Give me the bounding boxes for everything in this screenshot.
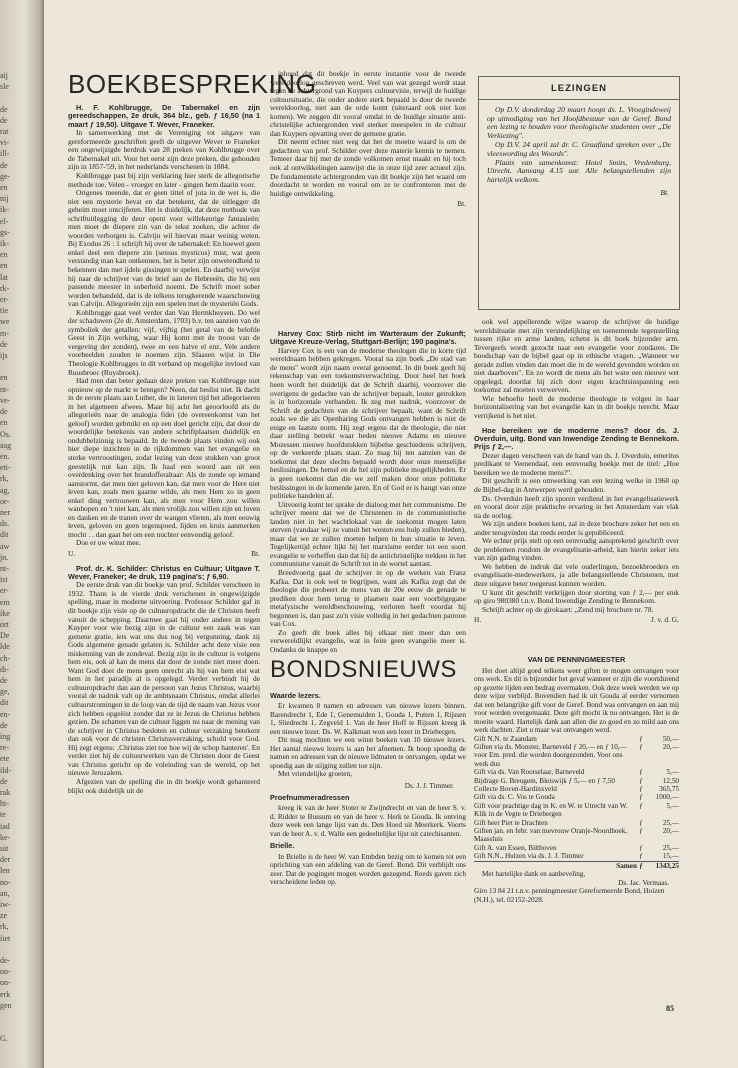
donation-amount: 5,— [666,801,679,810]
bleed-line: en [0,183,8,193]
bondsnieuws-section-heading: Brielle. [270,841,295,851]
facing-page-bleed-text [0,70,30,1044]
bondsnieuws-signature: Ds. J. J. Timmer. [404,780,454,790]
bleed-line: ze [0,911,8,921]
bleed-line [0,1011,30,1022]
donation-amount: 15,— [662,852,679,861]
donation-label: Giften via ds. Monster, Barneveld ƒ 20,— en ƒ 10,— voor Em. pred. die worden doorgezonden. Voor ons werk dus [474,742,627,768]
penningmeester-closing: Met hartelijke dank en aanbeveling, [482,870,586,878]
bleed-line: nij [0,194,9,204]
bleed-line: de [0,115,8,125]
review-4-paragraph: We zijn andere boeken kent, zal in deze brochure zeker het een en ander terugvinden dat reeds eerder is gepubliceerd. [474,519,679,537]
bleed-line: jn. [0,552,9,562]
donation-label: Gift voor prachtige dag in K. en W. te Utrecht van W. Klik in de Vegte te Driebergen [474,801,628,819]
donation-amount: 25,— [662,843,679,852]
donation-row [474,852,679,861]
penningmeester-section [474,656,679,904]
bleed-line: ete [0,754,10,764]
donation-amount: 365,75 [659,784,679,793]
penningmeester-signature: Ds. Jac. Vermaas. [618,878,669,887]
donation-row [474,844,679,852]
bleed-line: de [0,407,8,417]
donation-label: Bijdrage G. Breugem, Bleiswijk ƒ 5,— en ƒ 7,50 [474,776,615,785]
donation-row [474,735,679,743]
review-2-cont-paragraph: inhoud dat dit boekje in eerste instantie voor de tweede wereldoorlog geschreven werd. Veel van wat gezegd wordt staat tegen de achtergrond van Kuypers cultuurvisie, terwijl de huidige cultuursituatie, die onder andere sterk bepaald is door de tweede wereldoorlog, niet aan de orde komt (uiteraard ook niet kon komen). We zeggen dit vooral omdat in de huidige situatie anti-christelijke achtergronden veel sterker meespelen in de cultuur dan Kuypers opvatting over de gemene gratie. [270,69,466,138]
donation-row [474,793,679,801]
review-4-paragraph: Ds. Overduin heeft zijn sporen verdiend in het evangelisatiewerk en vooral door zijn praktische ervaring in het Amsterdam van vlak na de oorlog. [474,493,679,520]
bleed-line: ik- [0,239,9,249]
review-1-paragraph: In samenwerking met de Vereniging tot uitgave van gereformeerde geschriften geeft de uitgever Wever te Franeker een ongewijzigde herdruk van 28 preken van Kohlbrugge over de Tabernakel uit. Voor het eerst zijn deze preken, die gehouden zijn in 1857-'59, in het nederlands verschenen in 1884. [68,128,260,172]
review-1-paragraph: Kohlbrugge past bij zijn verklaring hier sterk de allegorische methode toe. Velen - vroeger en later - gingen hem daarin voor. [68,170,260,189]
review-4-paragraph: U kunt dit geschrift verkrijgen door storting van ƒ 2,— per stuk op giro 980380 t.n.v. Bond Inwendige Zending te Bennekom. [474,587,679,606]
bleed-line: ke- [0,832,11,842]
review-1-signature-left: U. [68,549,76,559]
bleed-line: de [0,720,8,730]
total-amount: 1343,25 [645,861,679,870]
bleed-line [0,944,30,955]
bondsnieuws-section-heading: Proefnummeradressen [270,792,350,802]
bondsnieuws-paragraph: Er kwamen 8 namen en adressen van nieuwe lezers binnen. Barendrecht 1, Ede 1, Genemuiden 1, Gouda 1, Putten 1, Rijssen 1, Sliedrecht 1, Zegveld 1. Van de heer Hoff te Rijssen kreeg ik een nieuwe lezer. Ds. W. Kalkman won een lezer in Driebergen. [270,701,466,736]
review-1-signature-right: Bt. [251,549,260,559]
review-3-paragraph: Uitvoerig komt ter sprake de dialoog met het communisme. De schrijver meent dat we de Christenen in de communistische landen niet in het wachtlokaal van de toekomst mogen laten sterven (vandaar wij ze vanuit het westen ens hulp zullen bieden), maar dat we ze zullen moeten helpen in hun situatie te leven. Tegelijkertijd echter lijkt hij het marxisme eerder tot een soort evangelie te verheffen dan dat hij de antichristelijke trekken in het communisme vanuit de Schrift tot in de wortel aantast. [270,499,466,569]
bleed-line: vi- [0,138,9,148]
donation-row [474,802,679,819]
bleed-line: nt- [0,384,9,394]
review-2-signature [270,200,466,209]
bleed-line: dit [0,530,9,540]
column-2-top [270,70,466,314]
page-number: 85 [666,1004,674,1013]
bleed-line: gen [0,1000,12,1010]
bleed-line: ge, [0,687,10,697]
bleed-line: de [0,339,8,349]
bleed-line: we [0,317,10,327]
bleed-line: er- [0,586,9,596]
bondsnieuws-body [270,688,466,1018]
column-2-middle [270,329,466,654]
bleed-line: G. [0,1034,8,1044]
bleed-line: tie [0,306,8,316]
bleed-line: ner [0,507,11,517]
bleed-line: ist [0,575,8,585]
review-1-paragraph: Doe er uw winst mee. [76,538,141,548]
currency-sign: ƒ [639,801,643,810]
review-4-paragraph: We hebben de indruk dat vele ouderlingen, bezoekbroeders en evangelisatie-medewerkers, ja alle belangstellende Christenen, met deze uitgave beter toegerust kunnen worden. [474,561,679,588]
bleed-line: ill- [0,149,10,159]
currency-sign: ƒ [639,793,643,802]
bleed-line: en. [0,451,10,461]
donations-table [474,735,679,871]
bleed-line: lat [0,272,8,282]
review-2-heading: Prof. dr. K. Schilder: Christus en Cultuur; Uitgave T. Wever, Franeker; 4e druk, 119 pagina's; ƒ 6,90. [68,563,260,581]
bleed-line: der [0,855,11,865]
bleed-line: de [0,160,8,170]
bleed-line: nt- [0,563,9,573]
bleed-line: aw [0,541,10,551]
review-3-paragraph: Harvey Cox is een van de moderne theologen die in korte tijd wereldnaam hebben gekregen. Vooral na zijn boek „De stad van de mens" wordt zijn naam overal genoemd. In dit boek geeft hij rekenschap van een toekomstverwachting. Door heel het boek heen wordt het duidelijk dat de Schrift daarbij, voorzover die overigens de gedachte van de schrijver bepaalt, louter getrokken is in horizontale verbanden. Ik zeg met nadruk, voorzover de Schrift de gedachten van de schrijver bepaalt, want de Schrift zoals we die als Openbaring Gods ontvangen hebben is niet de enige en laatste norm. Hij zegt ergens dat de theologie, die niet daar stelling betrekt waar heden nieuwe Adams en nieuwe Mozessen nieuwe hoofdstukken bijbelse geschiedenis schrijven, op de verkeerde plaats staat. Zo mag hij ten aanzien van de toekomst dat deze slechts bepaald wordt door onze menselijke beslissingen. De hemel en de hel zijn politieke mogelijkheden. Er is geen toekomst dan die we zelf maken door onze politieke beslissingen in de komende jaren. En of God er is hangt van onze politieke handelen af. [270,345,466,501]
donation-amount: 50,— [662,734,679,743]
bleed-line: iad [0,821,10,831]
donation-label: Gift N.N. te Zaandam [474,734,537,743]
review-3-continued [474,318,679,421]
donation-label: Gift A. van Essen, Bilthoven [474,843,557,852]
lezingen-divider [479,99,679,100]
bondsnieuws-header [270,656,466,688]
lezingen-signature: Bt. [660,187,669,197]
bleed-line: ing [0,731,11,741]
bleed-line: erk [0,989,11,999]
donation-row [474,743,679,768]
bleed-line: ike [0,608,10,618]
review-1-paragraph: Origenes meende, dat er geen tittel of jota in de wet is, die niet een mysterie bevat en dat betekent, dat de uitlegger dit geheim moet ontcijferen. Het is duidelijk, dat deze methode van schriftuitlegging de deur opent voor willekeurige fantasieën: men moet de diepere zin van de tekst zoeken, die achter de woorden verborgen is. Calvijn wil hiervan maar weinig weten. Bij Exodus 26 : 1 schrijft hij over de tabernakel: En hoewel geen enkel deel een diepere zin (sensus mysticus) mist, wat geen verstandig man kan ontkennen, het is beter zijn onwetendheid te bekennen dan met ijdele gissingen te spelen. En daarbij verwijst hij naar de schrijver van de brief aan de Hebreeën, die hij een passende meester in soberheid noemt. De Schrift moet sober worden behandeld, dat is de telkens terugkerende waarschuwing van Calvijn. Allegorieën zijn een spelen met de mysteriën Gods. [68,188,260,309]
bleed-line: en [0,261,8,271]
boekbespreking-title: BOEKBESPREKING [68,69,317,99]
review-3-cont-paragraph: ook wel appellerende wijze waarop de schrijver de huidige wereldsituatie met zijn verstedelijking en toenemende tegenstelling tussen rijke en arme landen, schetst is dit boek bijzonder arm. Tevergeefs wordt gezocht naar een evangelie voor zondaren. De boodschap van de bijbel gaat op in ethische vragen. „Wanneer we gerade zullen vinden dan moet die in de wereld gevonden worden en niet daarboven". En zo wordt de mens als het ware een nieuwe wet opgelegd, doordat hij zich door eigen krachtsinspanning een toekomst zal moeten verwerven. [474,317,679,395]
bleed-line: uit [0,844,9,854]
review-1-paragraph: Kohlbrugge gaat veel verder dan Van Hermkhuysen. Do wel der schaduwen (2e dr. Amsterdam, 1703) b.v. ten aanzien van de symboliek der getallen: vijf, vijftig (het getal van de belofde Geest in Zijn werking, waar Hij komt met de troost van de vergeving der zonden), twee en een halve el enz. Vele andere voorbeelden zouden te noemen zijn. Sfaasen wijst in Die Theologie Kohlbrugges in dit verband op mogelijke invloed van Ruusbroec (Ruysbroek). [68,307,260,377]
review-2-continued [270,70,466,198]
penningmeester-title: VAN DE PENNINGMEESTER [527,655,626,664]
donation-total-row [474,861,679,870]
bleed-line: rk, [0,474,9,484]
bleed-line: re- [0,743,9,753]
donation-amount: 1000,— [655,793,679,802]
bleed-line: ik- [0,205,9,215]
bleed-line: de- [0,956,11,966]
review-3-body [270,347,466,655]
donation-amount: 20,— [662,826,679,835]
donation-amount: 12,50 [662,776,679,785]
bleed-line: en- [0,709,11,719]
bleed-line: ds. [0,519,10,529]
bleed-line: aij [0,71,8,80]
donation-label: Gift heer Piet te Drachten [474,818,548,827]
bondsnieuws-section-heading: Waarde lezers. [270,691,321,700]
donation-amount: 25,— [662,818,679,827]
bleed-line: m- [0,328,9,338]
currency-sign: ƒ [639,768,643,777]
bleed-line: em [0,597,10,607]
lezingen-paragraph: Op D.V. donderdag 20 maart hoopt ds. L. Vroegindeweij op uitnodiging van het Hoofdbestuur van de Geref. Bond een lezing te houden voor theologische studenten over „De Verkiezing". [487,104,671,141]
bondsnieuws-paragraph: kreeg ik van de heer Stoter te Zwijndrecht en van de heer S. v. d. Ridder te Bussum en van de heer v. Herk te Gouda. Ik ontving deze week een lange lijst van ds. Den Hoed uit Meerkerk. Voorts van de heer A. v. d. Walle een gedeeltelijke lijst uit catechisanten. [270,803,466,838]
review-4-paragraph: Dit geschrift is een omwerking van een lezing welke in 1968 op de Bijbel-dag in Antwerpen werd gehouden. [474,476,679,494]
donation-label: Gift via ds. C. Vos te Gouda [474,793,555,802]
column-3-middle [474,318,679,648]
currency-sign: ƒ [639,818,643,827]
donation-row [474,785,679,793]
bleed-line: ht- [0,799,9,809]
review-3-paragraph: Breedvoerig gaat de schrijver in op de werken van Franz Kafka. Dat is ook wel te begrijpen, want als Kafka zegt dat de theologie die probeert de mens van de 20e eeuw de genade te prediken door hem terug te plaatsen naar een voorbijgegane metafysische wereldbeschouwing, verloren heeft voordat hij begonnen is, dan past zo'n visie volledig in het gedachten patroon van Cox. [270,568,466,629]
bleed-line: eti- [0,463,11,473]
review-3-heading: Harvey Cox: Stirb nicht im Warteraum der Zukunft; Uitgave Kreuze-Verlag, Stuttgart-Berlijn; 190 pagina's. [270,329,466,347]
bleed-line: en [0,250,8,260]
bleed-line: er- [0,295,9,305]
currency-sign: ƒ [639,784,643,793]
donation-row [474,819,679,827]
bleed-line: Os. [0,429,11,439]
review-4-heading: Hoe bereiken we de moderne mens? door ds. J. Overduin, uitg. Bond van Inwendige Zending te Bennekom. Prijs ƒ 2,—. [474,425,679,452]
bleed-line [0,92,30,103]
bondsnieuws-paragraph: Dit mag mochten we een winst boeken van 10 nieuwe lezers. Het aantal nieuwe lezers is aan het afnemen. Ik hoop spoedig de namen en adressen van de nieuwe lidmaten te ontvangen, opdat we spoedig aan de stijging zullen toe zijn. [270,735,466,770]
donation-row [474,827,679,844]
currency-sign: ƒ [639,742,643,751]
donation-label: Giften jan. en febr. van mevrouw Oranje-Noordhoek, Maassluis [474,826,628,844]
bleed-line: ijs [0,351,8,361]
review-2-paragraph: Afgezien van de spelling die in dit boekje wordt gehanteerd blijkt ook duidelijk uit de [68,776,260,795]
bleed-line: iiet [0,933,11,943]
donation-label: Collecte Boven-Hardinxveld [474,784,557,793]
review-4-body [474,452,679,614]
bleed-line: len [0,866,10,876]
donation-label: Gift N.N., Hulzen via ds. J. J. Timmer [474,852,584,861]
review-1-paragraph: Had men dan beter gedaan deze preken van Kohlbrugge niet opnieuw op de markt te brengen? Neen, dat beslist niet. Ik dacht in de eerste plaats aan Luther, die in lateren tijd het allegoriseren in het algemeen afwees. Maar hij acht het geoorloofd als de allegorieën naar de analogia fidei (de overeenkomst van het geloof) worden gebruikt en op een doel gericht zijn, dat door de woordelijke betekenis van andere schriftplaatsen duidelijk en ondubbelzinnig is bepaald. In de tweede plaats vinden wij ook hier diepe inzichten in de rijkdommen van het evangelie en sterke vertroostingen, zodat lezing van deze stukken van groot geestelijk nut kan zijn. Ik haal een woord aan uit een overdenking over het brandofferaltaar: Als de zonde op iemand aanstormt, dat men niet geloven kan, dat men voor de Here niet leven kan, zoals men gaarne wilde, als men Hem zo in geen enkel ding vertrouwen kan, als men voor Hem zou willen wanhopen en 't niet kan, als men vrolijk zou willen zijn en loven en danken en de tranen over de wangen vlieten, als men eeuwig leven, geloven en geen tegenspoed, lijden en kruis aanmerken mocht . . dan gaat het om een nuchter eenvoudig geloof. [68,376,260,539]
review-4-paragraph: We echter prijs stelt op een eenvoudig aansprekend geschrift over de problemen rondom de evangelisatie-arbeid, kan hierin zeker iets van zijn gading vinden. [474,536,679,563]
bleed-line: on- [0,978,11,988]
bleed-line: gs- [0,227,10,237]
currency-sign: ƒ [639,843,643,852]
bleed-line: en [0,373,8,383]
bleed-line: no- [0,877,11,887]
bleed-line: ge- [0,171,11,181]
bleed-line: or- [0,496,10,506]
bleed-line: De [0,631,10,641]
total-label: Samen [474,861,637,870]
donation-label: Gift via ds. Van Rootselaar, Barneveld [474,768,585,777]
bleed-line: de [0,675,8,685]
lezingen-paragraph: Op D.V. 24 april zal dr. C. Graafland spreken over „De vleeswording des Woords". [487,139,671,158]
review-1-heading: H. F. Kohlbrugge, De Tabernakel en zijn gereedschappen, 2e druk, 364 blz., geb. ƒ 16,50 (na 1 maart ƒ 19,50). Uitgave T. Wever, Franeker. [68,103,260,129]
lezingen-paragraph: Plaats van samenkomst: Hotel Smits, Vredenburg, Utrecht. Aanvang 4.15 uur. Alle belangstellenden zijn hartelijk welkom. [487,157,671,185]
currency-sign: ƒ [639,734,643,743]
bleed-line: dit [0,698,9,708]
currency-sign: ƒ [639,826,643,835]
donation-amount: 20,— [662,742,679,751]
bleed-line: de [0,104,8,114]
bondsnieuws-title: BONDSNIEUWS [270,656,457,683]
bleed-line: de [0,776,8,786]
penningmeester-giro: Giro 13 84 21 t.n.v. penningmeester Gereformeerde Bond, Hoizen (N.H.), tel. 02152-2028. [474,887,665,904]
review-4-paragraph: Schrijft achter op de girokaart: „Zend mij brochure nr. 78. [482,604,654,614]
bleed-line: ort [0,619,9,629]
review-4-signature [474,616,679,625]
bondsnieuws-paragraph: Met vriendelijke groeten, [278,769,352,779]
penningmeester-intro: Het doet altijd goed telkens weer giften te mogen ontvangen voor ons werk. En dit is bijzonder het geval wanneer er zijn die voortdurend op gezette tijden een bedrag overmaken. Ook deze week werden we op deze wijze verblijd. Bovendien had ik uit Gouda al eerder vernomen dat een belangrijke gift voor de Geref. Bond was ontvangen en aan mij voor worden overgemaakt. Deze gift mocht ik nu ontvangen. Het is de moeite waard. Hartelijk dank aan allen die zo goed en zo mild aan ons werk dachten. Ziet u maar wat ontvangen werd. [474,666,679,734]
bleed-line: el- [0,216,9,226]
bleed-line: aag [0,440,12,450]
bleed-line [0,1022,30,1033]
bleed-line: iw- [0,900,11,910]
bleed-line: ag, [0,485,10,495]
bleed-line: lde [0,642,10,652]
bleed-line: ch- [0,653,11,663]
bleed-line: ve- [0,395,11,405]
bleed-line: rat [0,127,9,137]
currency-sign: ƒ [637,861,645,870]
review-2-body [68,581,260,795]
review-2-signature-text: Bt. [457,199,466,209]
bondsnieuws-paragraph: In Brielle is de heer W. van Embden bezig om te komen tot een oprichting van een afdeling van de Geref. Bond. Dit verblijdt ons zeer. Dat de pogingen mogen worden gezegend. Reeds gaven zich verscheidene leden op. [270,851,466,887]
bleed-line: an, [0,888,10,898]
review-3-paragraph: Zo geeft dit boek alles bij elkaar niet meer dan een verwereldlijkt evangelie, wat in feite geen evangelie meer is. Ondanks de knappe en [270,627,466,654]
review-1-signature [68,550,260,559]
lezingen-box [478,76,680,310]
bleed-line: sle [0,82,9,92]
bleed-line: rk- [0,283,10,293]
bleed-line: en [0,418,8,428]
bleed-line: on- [0,967,11,977]
currency-sign: ƒ [639,776,643,785]
donation-row [474,777,679,785]
donation-row [474,768,679,776]
donation-amount: 5,— [666,768,679,777]
bleed-line [0,361,30,372]
bleed-line: ild- [0,765,12,775]
review-1-body [68,129,260,548]
review-4-signature-right: J. v. d. G. [650,615,679,625]
review-4-signature-left: H. [474,615,482,625]
review-4-paragraph: Dezer dagen verscheen van de hand van ds. J. Overduin, emeritus predikant te Veenendaal, een eenvoudig boekje met de titel: „Hoe bereiken we de moderne mens?". [474,450,679,477]
review-2-paragraph: De eerste druk van dit boekje van prof. Schilder verscheen in 1932. Thans is de vierde druk verschenen in ongewijzigde spelling, maar in moderne uitvoering. Professor Schilder gaf in dit boekje zijn visie op de cultuuropdracht die de Christen heeft vanuit de schepping. Daarmee gaat hij onder andere in tegen Kuyper voor wie bezig zijn in de cultuur een zaak was van gemene gratie, iets wat ons dus nog bij vergunning, dank zij Gods algemene genade gelaten is. Schilder acht deze visie een miskenning van de zondeval. Bezig zijn in de cultuur is volgens hem eis, ook al kan de mens dat door de zonde niet meer doen. Want God doet de mens geen onrecht als hij van hem eist wat hem in het paradijs al is opgelegd. Verder verbindt hij de cultuuropdracht dan aan de persoon van Jezus Christus, waarbij vooral de nadruk valt op de ambtsnaam Christus, omdat allerlei cultuurstromingen in de loop van de tijd de naam van Jezus voor zich hebben opgeëist zonder dat ze in Jezus de Christus hebben gezien. De schatten van de cultuur liggen nu naar de mening van de schrijver in Christus besloten en cultuur verzaking betekent dan ook voor de christen Christusverzaking, schuld voor God. Hij zegt ergens: ‚Christus ziet toe hoe wij de schop hanteren'. En verder ziet hij de cultuurwerken van de Christen door de Geest van Christus gericht op de voleinding van de wereld, op het nieuwe Jeruzalem. [68,580,260,778]
currency-sign: ƒ [639,852,643,861]
lezingen-title: LEZINGEN [550,83,608,94]
review-2-cont-paragraph: Dit neemt echter niet weg dat het de moeite waard is om de gedachten van prof. Schilder over deze materie kennis te nemen. Temeer daar hij met de zonde volkomen ernst maakt en hij toch ook al ontwikkelingen aanwijst die in onze tijd zeer actueel zijn. De fundamentele achtergronden van dit boekje zijn het waard om doordacht te worden en vooral om ze te confronteren met de huidige ontwikkeling. [270,137,466,198]
bleed-line: rak [0,788,11,797]
bleed-line: rk, [0,922,9,932]
review-3-cont-paragraph: Wie behoefte heeft de moderne theologie te volgen in haar horizontalisering van het evangelie kan in dit boekje terecht. Maar verrijkend is het niet. [474,393,679,421]
lezingen-body [479,106,679,185]
bleed-line: te [0,810,6,820]
bleed-line: di- [0,664,9,674]
